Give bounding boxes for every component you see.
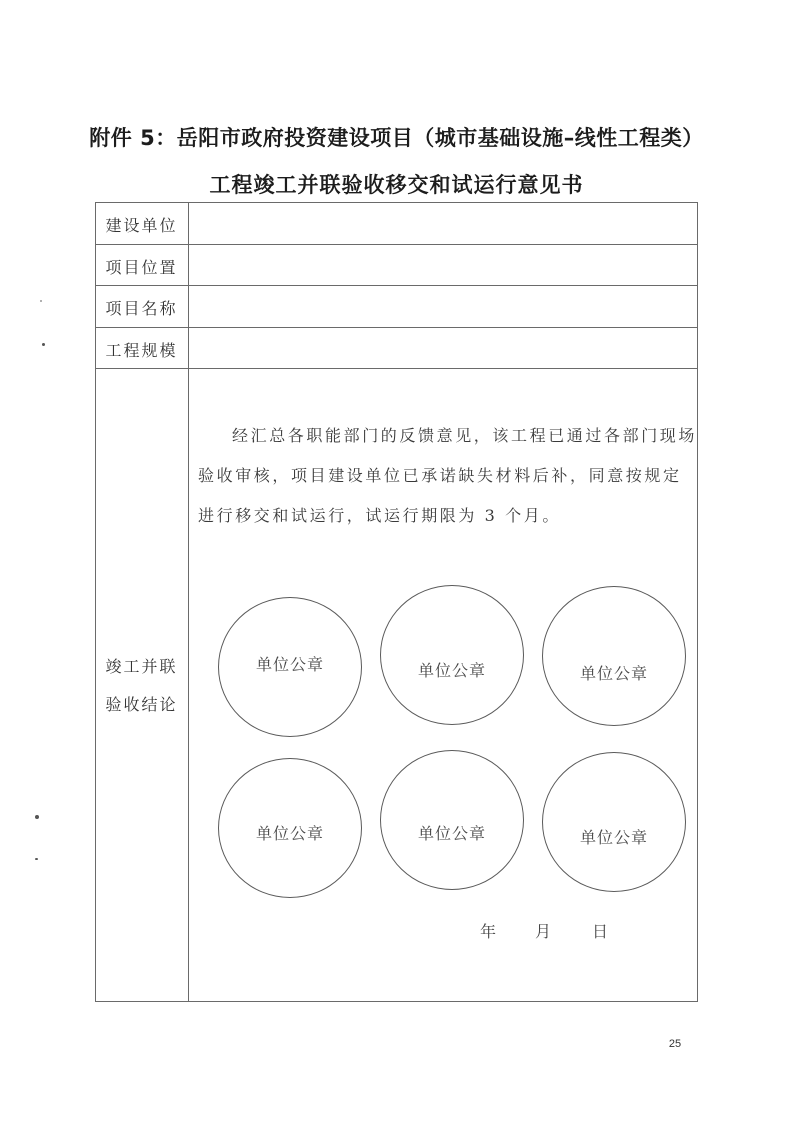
scan-speck [35,815,39,819]
document-title-line2: 工程竣工并联验收移交和试运行意见书 [209,173,584,197]
company-seal-circle [218,758,362,898]
field-label-project-name: 项目名称 [105,299,178,318]
table-row-divider [95,368,698,369]
conclusion-label-line2: 验收结论 [105,695,178,714]
table-row-divider [95,244,698,245]
seal-label: 单位公章 [579,663,648,683]
seal-label: 单位公章 [417,823,486,843]
date-month-label: 月 [535,922,552,941]
company-seal-circle [542,752,686,892]
table-border-top [95,202,698,203]
company-seal-circle [542,586,686,726]
field-label-project-scale: 工程规模 [105,341,178,360]
conclusion-label [95,648,188,724]
document-title-line1: 附件 5：岳阳市政府投资建设项目（城市基础设施–线性工程类） [89,126,704,150]
seal-label: 单位公章 [255,654,324,674]
acceptance-opinion [198,416,698,536]
date-day-label: 日 [592,922,609,941]
scan-speck [40,300,42,302]
scan-speck [42,343,45,346]
table-column-divider [188,202,189,1002]
table-border-left [95,202,96,1002]
table-border-right [697,202,698,1002]
table-row-divider [95,327,698,328]
company-seal-circle [380,585,524,725]
table-row-divider [95,285,698,286]
seal-label: 单位公章 [255,823,324,843]
scan-speck [35,858,38,860]
acceptance-opinion-text: 经汇总各职能部门的反馈意见，该工程已通过各部门现场验收审核，项目建设单位已承诺缺失材料后补，同意按规定进行移交和试运行，试运行期限为 3 个月。 [198,426,698,525]
field-label-construction-unit: 建设单位 [105,216,178,235]
page-number: 25 [668,1038,682,1050]
date-year-label: 年 [480,922,497,941]
table-border-bottom [95,1001,698,1002]
conclusion-label-line1: 竣工并联 [105,657,178,676]
company-seal-circle [380,750,524,890]
field-label-project-location: 项目位置 [105,258,178,277]
company-seal-circle [218,597,362,737]
seal-label: 单位公章 [417,660,486,680]
seal-label: 单位公章 [579,827,648,847]
